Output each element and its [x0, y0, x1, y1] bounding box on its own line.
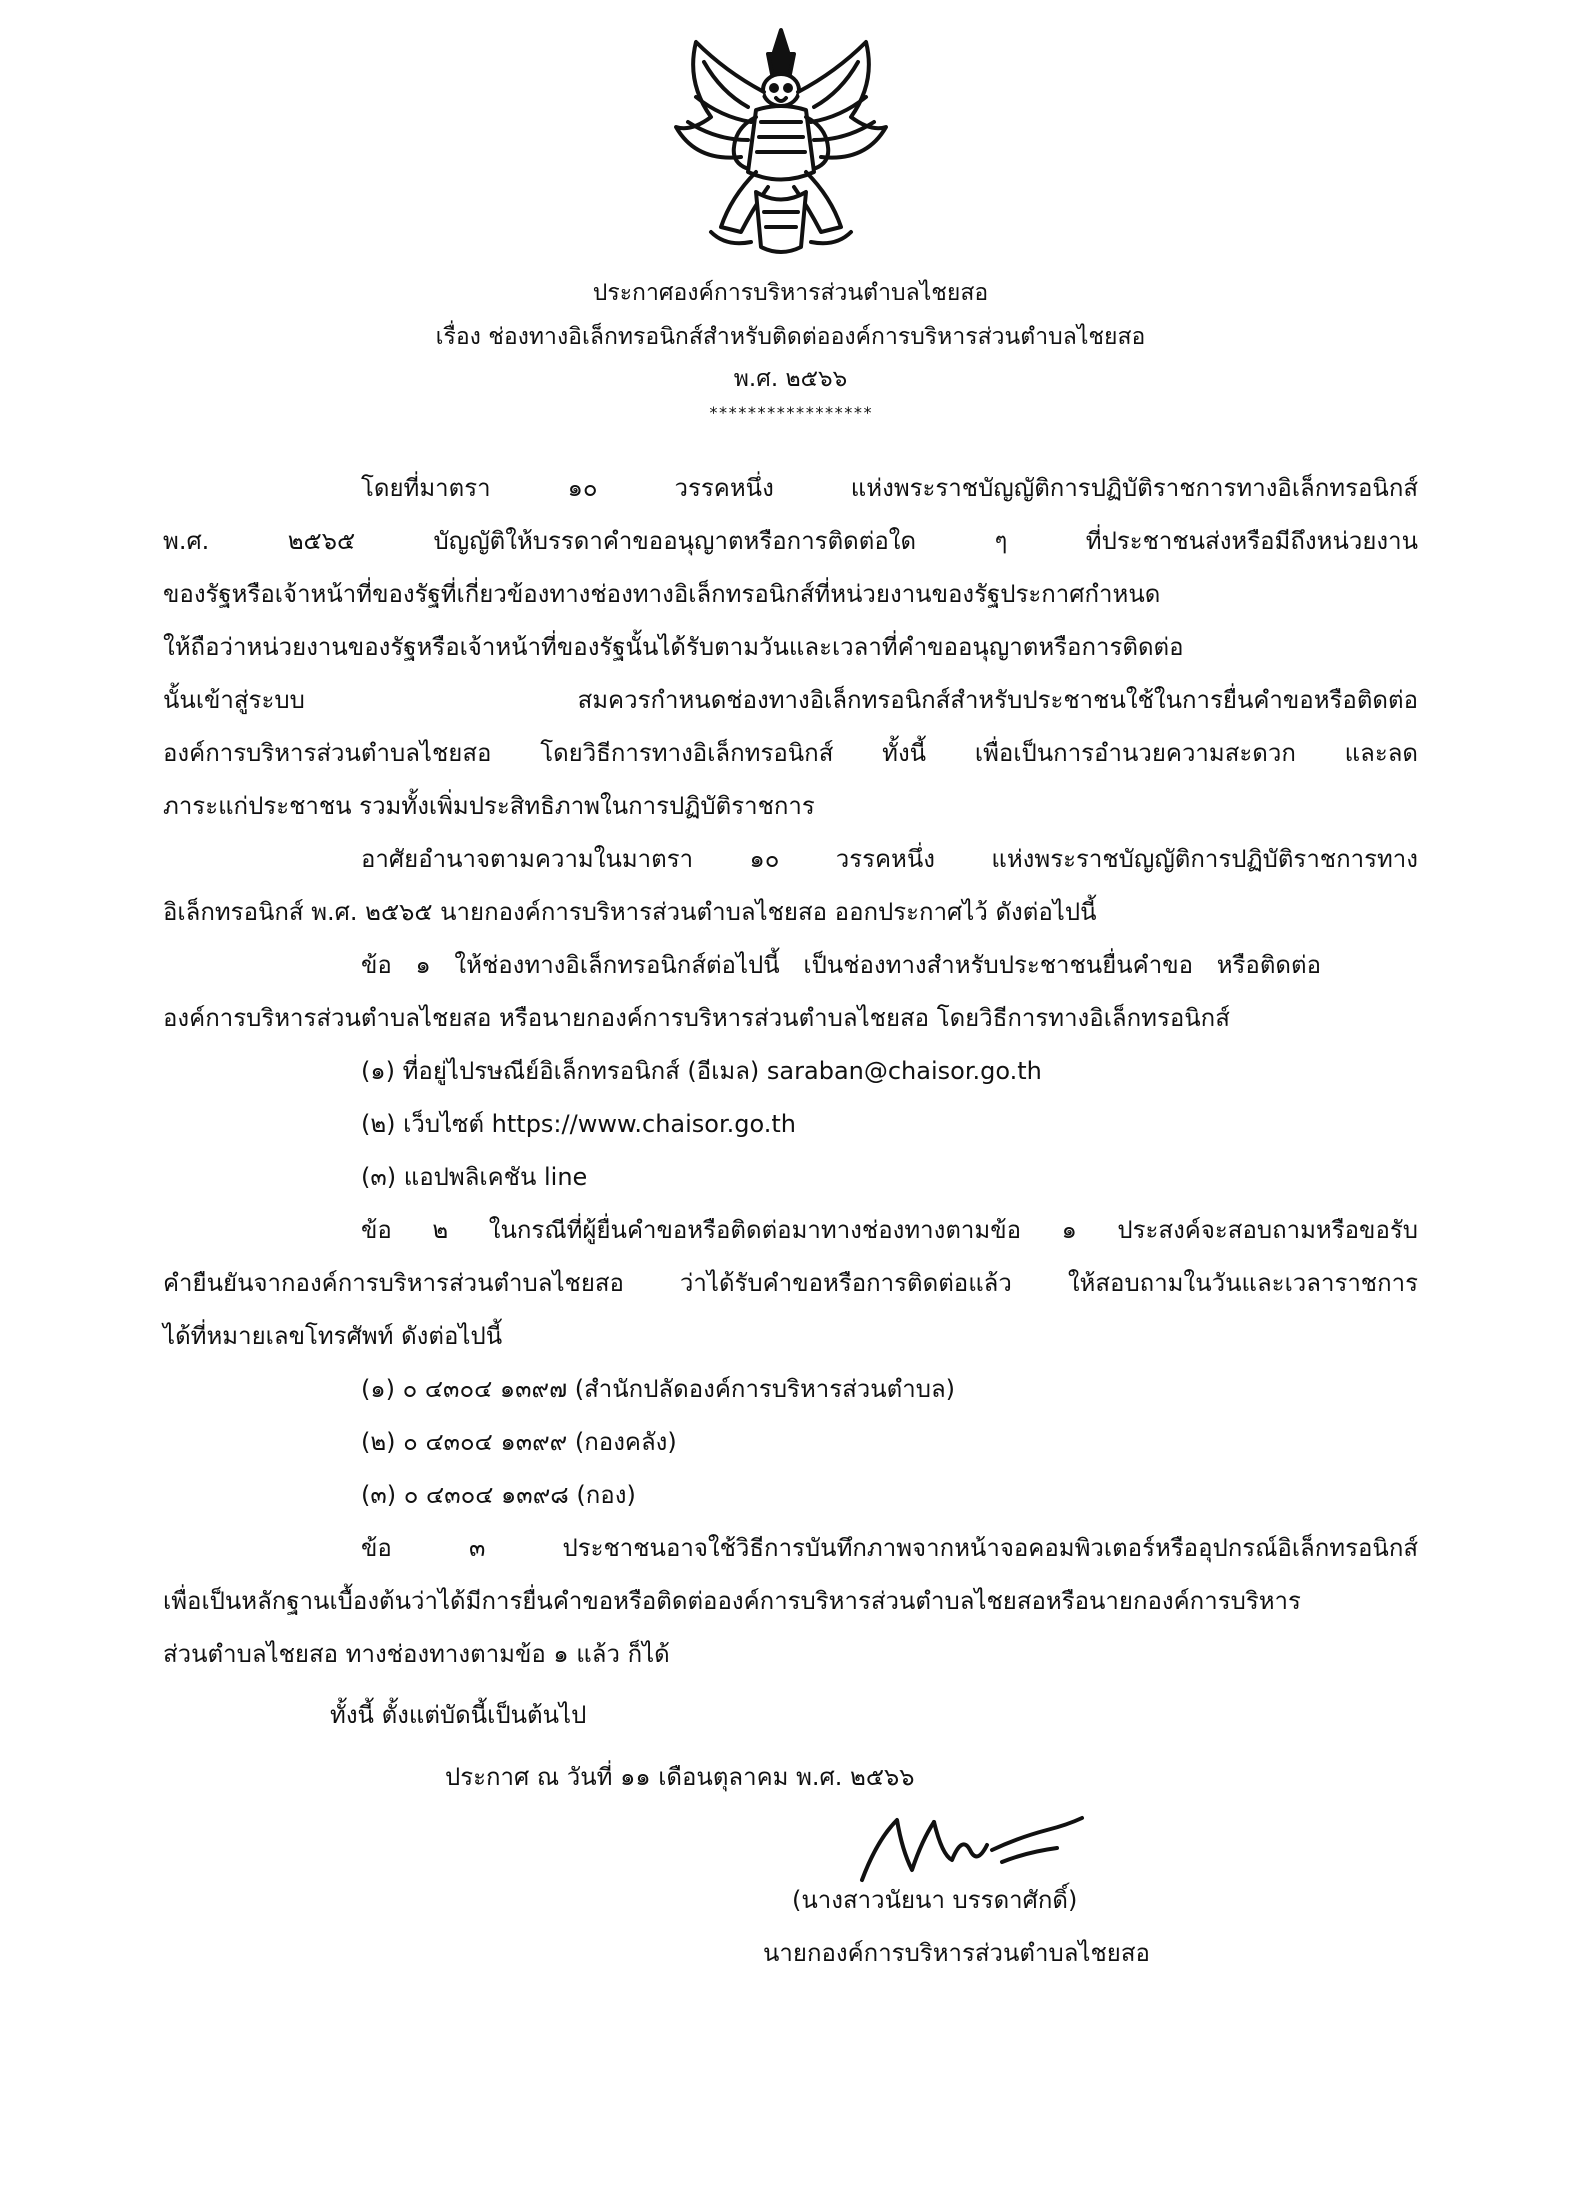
- clause-2-line: ข้อ ๒ ในกรณีที่ผู้ยื่นคำขอหรือติดต่อมาทางช่องทางตามข้อ ๑ ประสงค์จะสอบถามหรือขอรับ: [361, 1216, 1418, 1244]
- paragraph-line: โดยที่มาตรา ๑๐ วรรคหนึ่ง แห่งพระราชบัญญัติการปฏิบัติราชการทางอิเล็กทรอนิกส์: [361, 474, 1418, 502]
- paragraph-line: ให้ถือว่าหน่วยงานของรัฐหรือเจ้าหน้าที่ของรัฐนั้นได้รับตามวันและเวลาที่คำขออนุญาตหรือการติดต่อ: [163, 633, 1184, 661]
- clause-3-line: ข้อ ๓ ประชาชนอาจใช้วิธีการบันทึกภาพจากหน้าจอคอมพิวเตอร์หรืออุปกรณ์อิเล็กทรอนิกส์: [361, 1534, 1418, 1562]
- channel-line-app: (๓) แอปพลิเคชัน line: [361, 1163, 588, 1191]
- paragraph-line: ของรัฐหรือเจ้าหน้าที่ของรัฐที่เกี่ยวข้องทางช่องทางอิเล็กทรอนิกส์ที่หน่วยงานของรัฐประกาศกำหนด: [163, 580, 1161, 608]
- effective-statement: ทั้งนี้ ตั้งแต่บัดนี้เป็นต้นไป: [330, 1701, 587, 1729]
- channel-email: (๑) ที่อยู่ไปรษณีย์อิเล็กทรอนิกส์ (อีเมล) saraban@chaisor.go.th: [361, 1057, 1042, 1085]
- signer-name: (นางสาวนัยนา บรรดาศักดิ์): [792, 1886, 1078, 1914]
- paragraph-line: พ.ศ. ๒๕๖๕ บัญญัติให้บรรดาคำขออนุญาตหรือการติดต่อใด ๆ ที่ประชาชนส่งหรือมีถึงหน่วยงาน: [163, 527, 1418, 555]
- phone-number: (๒) ๐ ๔๓๐๔ ๑๓๙๙ (กองคลัง): [361, 1428, 677, 1456]
- signer-title: นายกองค์การบริหารส่วนตำบลไชยสอ: [763, 1939, 1150, 1967]
- announcement-title: ประกาศองค์การบริหารส่วนตำบลไชยสอ: [592, 280, 989, 306]
- announcement-year: พ.ศ. ๒๕๖๖: [733, 366, 848, 392]
- channel-website: (๒) เว็บไซต์ https://www.chaisor.go.th: [361, 1110, 797, 1138]
- clause-1-line: ข้อ ๑ ให้ช่องทางอิเล็กทรอนิกส์ต่อไปนี้ เป็นช่องทางสำหรับประชาชนยื่นคำขอ หรือติดต่อ: [361, 951, 1321, 979]
- announcement-subject: เรื่อง ช่องทางอิเล็กทรอนิกส์สำหรับติดต่อองค์การบริหารส่วนตำบลไชยสอ: [435, 324, 1146, 350]
- paragraph-line: อาศัยอำนาจตามความในมาตรา ๑๐ วรรคหนึ่ง แห่งพระราชบัญญัติการปฏิบัติราชการทาง: [361, 845, 1418, 873]
- clause-2-line: คำยืนยันจากองค์การบริหารส่วนตำบลไชยสอ ว่าได้รับคำขอหรือการติดต่อแล้ว ให้สอบถามในวันและเวลาราชการ: [163, 1269, 1418, 1297]
- phone-number: (๓) ๐ ๔๓๐๔ ๑๓๙๘ (กอง): [361, 1481, 636, 1509]
- clause-2-line: ได้ที่หมายเลขโทรศัพท์ ดังต่อไปนี้: [163, 1322, 503, 1350]
- phone-number: (๑) ๐ ๔๓๐๔ ๑๓๙๗ (สำนักปลัดองค์การบริหารส่วนตำบล): [361, 1375, 956, 1403]
- clause-3-line: เพื่อเป็นหลักฐานเบื้องต้นว่าได้มีการยื่นคำขอหรือติดต่อองค์การบริหารส่วนตำบลไชยสอหรือนายกองค์การบริหาร: [163, 1587, 1301, 1615]
- paragraph-line: นั้นเข้าสู่ระบบ สมควรกำหนดช่องทางอิเล็กทรอนิกส์สำหรับประชาชนใช้ในการยื่นคำขอหรือติดต่อ: [163, 686, 1418, 714]
- header-separator: *****************: [708, 403, 873, 422]
- clause-3-line: ส่วนตำบลไชยสอ ทางช่องทางตามข้อ ๑ แล้ว ก็ได้: [163, 1640, 670, 1668]
- paragraph-line: องค์การบริหารส่วนตำบลไชยสอ โดยวิธีการทางอิเล็กทรอนิกส์ ทั้งนี้ เพื่อเป็นการอำนวยความสะดวก และลด: [163, 739, 1418, 767]
- paragraph-line: อิเล็กทรอนิกส์ พ.ศ. ๒๕๖๕ นายกองค์การบริหารส่วนตำบลไชยสอ ออกประกาศไว้ ดังต่อไปนี้: [163, 898, 1097, 926]
- garuda-emblem-icon: [656, 22, 906, 267]
- announcement-date: ประกาศ ณ วันที่ ๑๑ เดือนตุลาคม พ.ศ. ๒๕๖๖: [445, 1763, 915, 1791]
- paragraph-line: ภาระแก่ประชาชน รวมทั้งเพิ่มประสิทธิภาพในการปฏิบัติราชการ: [163, 792, 815, 820]
- clause-1-line: องค์การบริหารส่วนตำบลไชยสอ หรือนายกองค์การบริหารส่วนตำบลไชยสอ โดยวิธีการทางอิเล็กทรอนิกส์: [163, 1004, 1230, 1032]
